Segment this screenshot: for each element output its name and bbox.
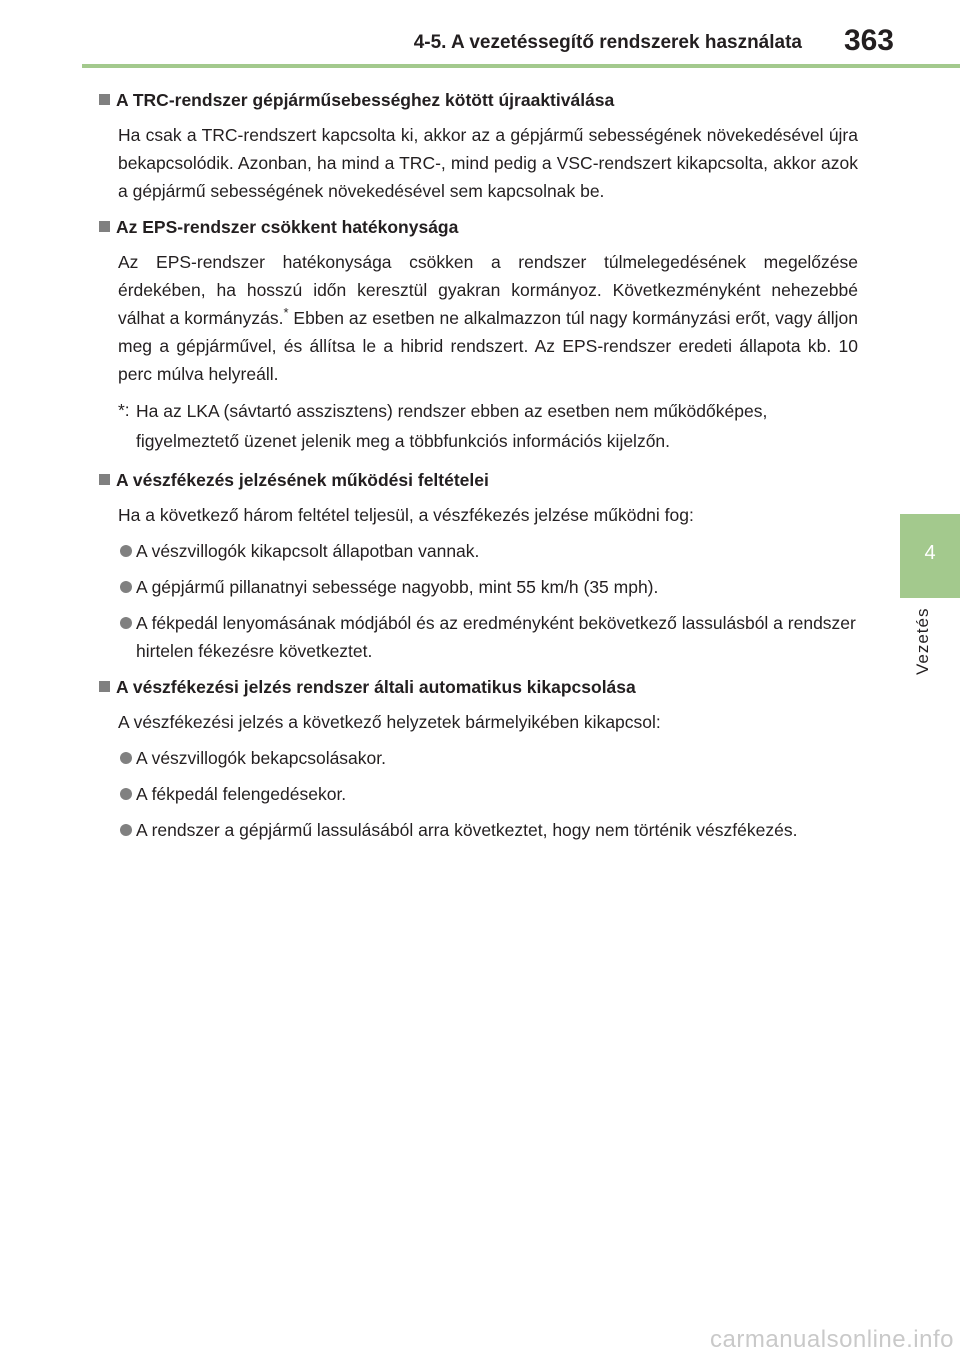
footnote-mark: *: bbox=[118, 400, 130, 420]
footnote-mark: * bbox=[283, 305, 289, 321]
circle-bullet-icon bbox=[120, 752, 132, 764]
section-emergency-signal-conditions bbox=[98, 466, 858, 665]
list-item: A fékpedál lenyomásának módjából és az eredményként bekövetkező lassulásból a rendszer hirtelen fékezésre következtet. bbox=[98, 609, 858, 665]
section-heading: A vészfékezési jelzés rendszer általi automatikus kikapcsolása bbox=[98, 673, 858, 701]
watermark: carmanualsonline.info bbox=[710, 1326, 954, 1353]
circle-bullet-icon bbox=[120, 617, 132, 629]
circle-bullet-icon bbox=[120, 788, 132, 800]
list-item: A vészvillogók kikapcsolt állapotban vannak. bbox=[98, 537, 858, 565]
list-item: A fékpedál felengedésekor. bbox=[98, 780, 858, 808]
chapter-tab bbox=[900, 514, 960, 598]
page-content bbox=[98, 78, 858, 852]
section-title: 4-5. A vezetéssegítő rendszerek használata bbox=[413, 32, 802, 53]
page-number: 363 bbox=[843, 24, 894, 57]
section-heading: A TRC-rendszer gépjárműsebességhez kötött újraaktiválása bbox=[98, 86, 858, 114]
square-bullet-icon bbox=[99, 221, 110, 232]
list-item: A gépjármű pillanatnyi sebessége nagyobb, mint 55 km/h (35 mph). bbox=[98, 573, 858, 601]
footnote: *: Ha az LKA (sávtartó asszisztens) rendszer ebben az esetben nem működőképes, figyelmeztető üzenet jelenik meg a többfunkciós információs kijelzőn. bbox=[98, 396, 858, 456]
section-trc bbox=[98, 86, 858, 205]
square-bullet-icon bbox=[99, 681, 110, 692]
header-rule bbox=[82, 64, 960, 68]
section-paragraph: A vészfékezési jelzés a következő helyzetek bármelyikében kikapcsol: bbox=[118, 712, 661, 732]
square-bullet-icon bbox=[99, 474, 110, 485]
section-eps bbox=[98, 213, 858, 456]
section-emergency-signal-cancel bbox=[98, 673, 858, 844]
circle-bullet-icon bbox=[120, 581, 132, 593]
circle-bullet-icon bbox=[120, 824, 132, 836]
section-heading: Az EPS-rendszer csökkent hatékonysága bbox=[98, 213, 858, 241]
circle-bullet-icon bbox=[120, 545, 132, 557]
section-heading: A vészfékezés jelzésének működési feltételei bbox=[98, 466, 858, 494]
list-item: A vészvillogók bekapcsolásakor. bbox=[98, 744, 858, 772]
list-item: A rendszer a gépjármű lassulásából arra következtet, hogy nem történik vészfékezés. bbox=[98, 816, 858, 844]
section-paragraph: Ha csak a TRC-rendszert kapcsolta ki, akkor az a gépjármű sebességének növekedésével újra bekapcsolódik. Azonban, ha mind a TRC-, mind pedig a VSC-rendszert kikapcsolta, akkor azok a gépjármű sebességének növekedésével sem kapcsolnak be. bbox=[118, 125, 858, 201]
chapter-number: 4 bbox=[924, 542, 936, 564]
section-paragraph: Az EPS-rendszer hatékonysága csökken a rendszer túlmelegedésének megelőzése érdekében, ha hosszú időn keresztül gyakran kormányoz. Következményként nehezebbé válhat a kormányzás.* Ebben az esetben ne alkalmazzon túl nagy kormányzási erőt, vagy álljon meg a gépjárművel, és állítsa le a hibrid rendszert. Az EPS-rendszer eredeti állapota kb. 10 perc múlva helyreáll. bbox=[118, 252, 858, 384]
square-bullet-icon bbox=[99, 94, 110, 105]
chapter-label: Vezetés bbox=[913, 608, 932, 676]
section-paragraph: Ha a következő három feltétel teljesül, a vészfékezés jelzése működni fog: bbox=[118, 505, 694, 525]
